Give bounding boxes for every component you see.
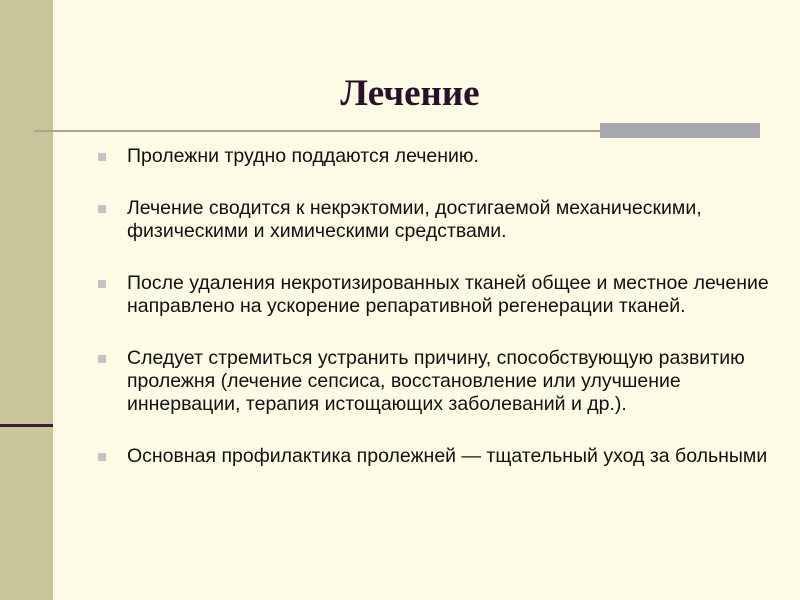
bullet-text: Следует стремиться устранить причину, способствующую развитию пролежня (лечение сепсиса, восстановление или улучшение иннервации, терапия истощающих заболеваний и др.). xyxy=(127,347,745,415)
slide-title: Лечение xyxy=(340,73,480,114)
bullet-item xyxy=(97,445,777,468)
title-divider-accent xyxy=(600,123,760,138)
bullet-item xyxy=(97,145,777,168)
bullet-item xyxy=(97,272,777,318)
bullet-item xyxy=(97,197,777,243)
square-bullet-icon xyxy=(98,153,106,161)
square-bullet-icon xyxy=(98,453,106,461)
sidebar-accent-line xyxy=(0,424,53,427)
square-bullet-icon xyxy=(98,205,106,213)
bullet-list xyxy=(97,145,777,497)
bullet-text: Лечение сводится к некрэктомии, достигаемой механическими, физическими и химическими средствами. xyxy=(127,197,702,242)
square-bullet-icon xyxy=(98,280,106,288)
square-bullet-icon xyxy=(98,355,106,363)
bullet-item xyxy=(97,347,777,416)
bullet-text: После удаления некротизированных тканей общее и местное лечение направлено на ускорение репаративной регенерации тканей. xyxy=(127,272,769,317)
bullet-text: Основная профилактика пролежней — тщательный уход за больными xyxy=(127,445,768,467)
bullet-text: Пролежни трудно поддаются лечению. xyxy=(127,145,479,167)
